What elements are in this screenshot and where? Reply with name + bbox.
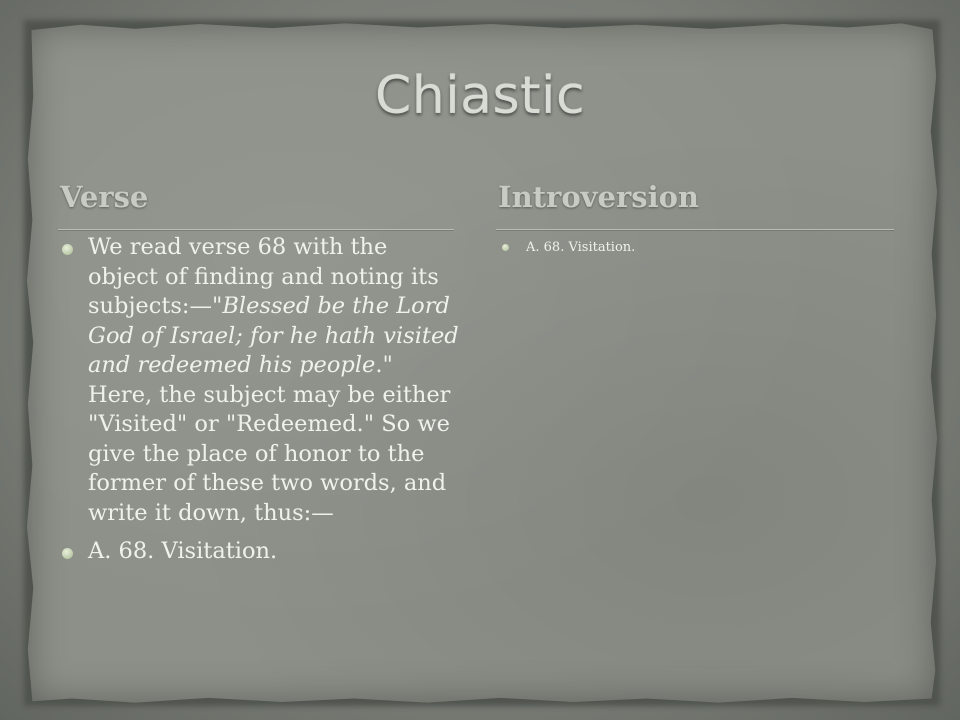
right-column-list	[500, 238, 890, 267]
bullet-icon	[502, 244, 509, 251]
right-heading-divider	[496, 229, 894, 230]
bullet-icon	[62, 548, 73, 559]
list-item-text: A. 68. Visitation.	[526, 240, 636, 255]
verse-text-rest: ." Here, the subject may be either "Visited" or "Redeemed." So we give the place of honor to the former of these two words, and write it down, thus:—	[88, 352, 451, 526]
verse-quote: Blessed be the Lord God of Israel; for he hath visited and redeemed his people	[88, 293, 459, 378]
left-heading-divider	[58, 229, 454, 230]
verse-text-intro: We read verse 68 with the object of finding and noting its subjects:—"	[88, 234, 439, 319]
left-column-list	[60, 233, 460, 576]
left-column-heading: Verse	[60, 180, 149, 214]
list-item	[500, 238, 890, 258]
list-item	[60, 537, 460, 567]
slide-title: Chiastic	[374, 66, 586, 126]
list-item-text: A. 68. Visitation.	[88, 538, 278, 564]
bullet-icon	[62, 244, 73, 255]
right-column-heading: Introversion	[498, 180, 700, 214]
list-item	[60, 233, 460, 528]
